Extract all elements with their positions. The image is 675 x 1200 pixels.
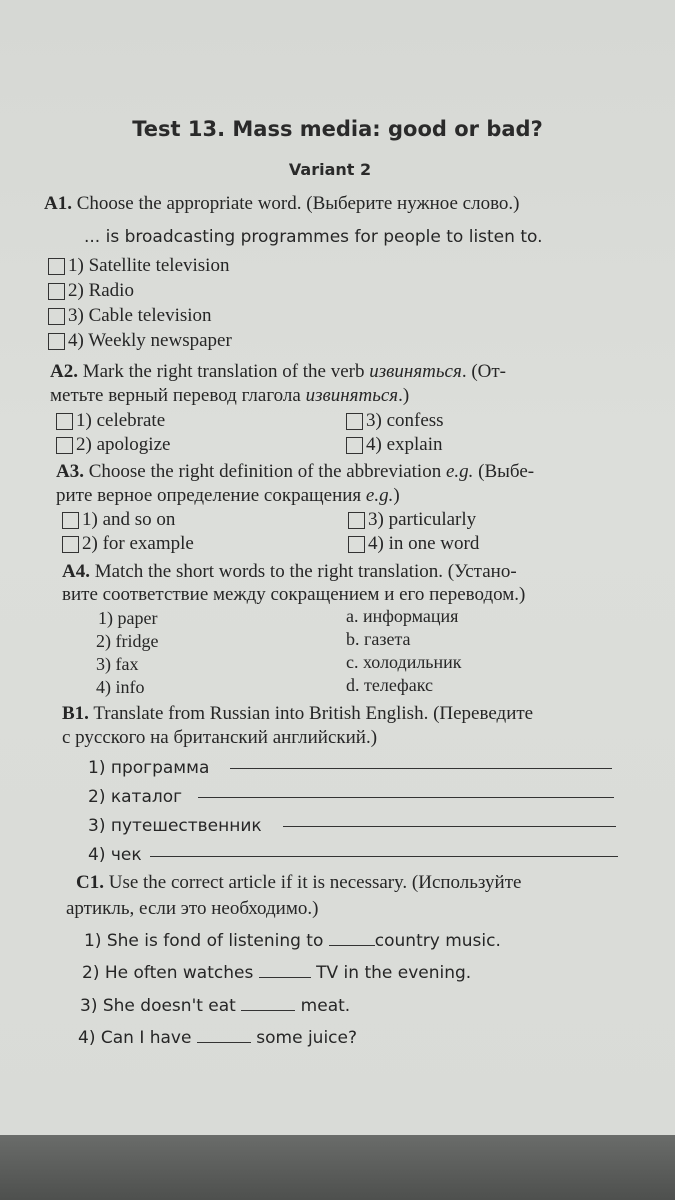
c1-item-text: meat. <box>295 996 351 1016</box>
a2-option-1[interactable] <box>56 410 165 432</box>
test-title: Test 13. Mass media: good or bad? <box>132 117 543 141</box>
answer-line[interactable] <box>198 797 614 798</box>
c1-heading-line-2: артикль, если это необходимо.) <box>66 898 319 919</box>
c1-item-2 <box>82 963 471 983</box>
a4-heading-line-1 <box>62 561 517 583</box>
a3-italic-word: e.g. <box>365 485 394 506</box>
b1-heading-line-1 <box>62 703 533 725</box>
a4-right-item: b. газета <box>346 629 411 649</box>
c1-item-text: some juice? <box>250 1028 357 1048</box>
a3-instruction-text: Choose the right definition of the abbreviation <box>88 461 446 482</box>
a4-right-item: d. телефакс <box>346 675 433 695</box>
a4-left-item: 4) info <box>96 677 145 697</box>
a1-option-1[interactable] <box>48 255 229 277</box>
c1-item-text: country music. <box>374 931 501 951</box>
b1-item: 4) чек <box>88 845 142 865</box>
a3-instruction-text: рите верное определение сокращения <box>56 485 366 506</box>
a3-option-3[interactable] <box>348 509 476 531</box>
answer-blank[interactable] <box>241 1009 295 1011</box>
a3-italic-word: e.g. <box>445 461 474 482</box>
option-label: 1) and so on <box>82 509 176 530</box>
a1-sentence: ... is broadcasting programmes for people to listen to. <box>84 227 543 247</box>
c1-item-text: 4) Can I have <box>78 1028 197 1048</box>
checkbox[interactable] <box>62 512 79 529</box>
c1-instruction-text: Use the correct article if it is necessary. (Используйте <box>108 872 522 893</box>
a3-instruction-text: (Выбе- <box>473 461 535 482</box>
a1-option-2[interactable] <box>48 280 134 302</box>
background-surface <box>0 1135 675 1200</box>
c1-item-text: TV in the evening. <box>310 963 472 983</box>
a4-right-item: c. холодильник <box>346 652 462 672</box>
a4-left-item: 1) paper <box>98 608 158 628</box>
a2-instruction-text: Mark the right translation of the verb <box>82 361 370 382</box>
c1-item-text: 2) He often watches <box>82 963 259 983</box>
b1-item: 2) каталог <box>88 787 183 807</box>
answer-line[interactable] <box>283 826 616 827</box>
checkbox[interactable] <box>346 437 363 454</box>
checkbox[interactable] <box>348 536 365 553</box>
c1-item-1 <box>84 931 501 951</box>
c1-number: C1. <box>76 872 104 893</box>
a4-left-item: 2) fridge <box>96 631 159 651</box>
checkbox[interactable] <box>48 333 65 350</box>
option-label: 1) celebrate <box>76 410 166 431</box>
option-label: 1) Satellite television <box>68 255 230 276</box>
option-label: 2) apologize <box>76 434 171 455</box>
c1-item-text: 3) She doesn't eat <box>80 996 242 1016</box>
answer-blank[interactable] <box>197 1041 251 1043</box>
b1-number: B1. <box>62 703 89 724</box>
option-label: 2) for example <box>82 533 194 554</box>
c1-item-4 <box>78 1028 357 1048</box>
variant-label: Variant 2 <box>288 160 372 179</box>
a4-instruction-text: Match the short words to the right translation. (Устано- <box>94 561 517 582</box>
c1-item-text: 1) She is fond of listening to <box>84 931 329 951</box>
a1-option-4[interactable] <box>48 330 232 352</box>
a2-option-2[interactable] <box>56 434 170 456</box>
a2-option-4[interactable] <box>346 434 443 456</box>
answer-blank[interactable] <box>329 944 375 946</box>
a2-heading-line-1 <box>50 361 506 383</box>
a4-right-item: a. информация <box>346 606 459 626</box>
a3-heading-line-1 <box>56 461 534 483</box>
b1-item: 1) программа <box>88 758 210 778</box>
c1-heading-line-1 <box>76 872 521 894</box>
checkbox[interactable] <box>48 283 65 300</box>
b1-heading-line-2: с русского на британский английский.) <box>62 727 378 748</box>
answer-line[interactable] <box>150 856 618 857</box>
c1-item-3 <box>80 996 350 1016</box>
a2-number: A2. <box>50 361 78 382</box>
option-label: 3) particularly <box>368 509 477 530</box>
a2-italic-word: извиняться <box>305 385 399 406</box>
checkbox[interactable] <box>348 512 365 529</box>
checkbox[interactable] <box>56 413 73 430</box>
answer-line[interactable] <box>230 768 612 769</box>
a4-number: A4. <box>62 561 90 582</box>
a3-option-4[interactable] <box>348 533 479 555</box>
a2-instruction-text: .) <box>398 385 410 406</box>
checkbox[interactable] <box>56 437 73 454</box>
answer-blank[interactable] <box>259 976 311 978</box>
checkbox[interactable] <box>62 536 79 553</box>
a2-instruction-text: метьте верный перевод глагола <box>50 385 306 406</box>
b1-instruction-text: Translate from Russian into British English. (Переведите <box>93 703 534 724</box>
option-label: 3) Cable television <box>68 305 212 326</box>
a3-heading-line-2 <box>56 485 400 507</box>
option-label: 3) confess <box>366 410 444 431</box>
a2-option-3[interactable] <box>346 410 444 432</box>
a3-number: A3. <box>56 461 84 482</box>
option-label: 4) explain <box>366 434 443 455</box>
a1-instruction: Choose the appropriate word. (Выберите нужное слово.) <box>76 193 520 214</box>
option-label: 4) in one word <box>368 533 480 554</box>
a1-number: A1. <box>44 193 72 214</box>
checkbox[interactable] <box>48 258 65 275</box>
a1-heading <box>44 193 520 215</box>
option-label: 4) Weekly newspaper <box>68 330 232 351</box>
a4-left-item: 3) fax <box>96 654 139 674</box>
b1-item: 3) путешественник <box>88 816 262 836</box>
a2-heading-line-2 <box>50 385 409 407</box>
a3-option-2[interactable] <box>62 533 194 555</box>
a3-option-1[interactable] <box>62 509 175 531</box>
checkbox[interactable] <box>346 413 363 430</box>
a2-instruction-text: . (От- <box>461 361 506 382</box>
a4-heading-line-2: вите соответствие между сокращением и его переводом.) <box>62 584 526 605</box>
a2-italic-word: извиняться <box>369 361 462 382</box>
checkbox[interactable] <box>48 308 65 325</box>
option-label: 2) Radio <box>68 280 134 301</box>
a1-option-3[interactable] <box>48 305 212 327</box>
a3-instruction-text: ) <box>393 485 400 506</box>
